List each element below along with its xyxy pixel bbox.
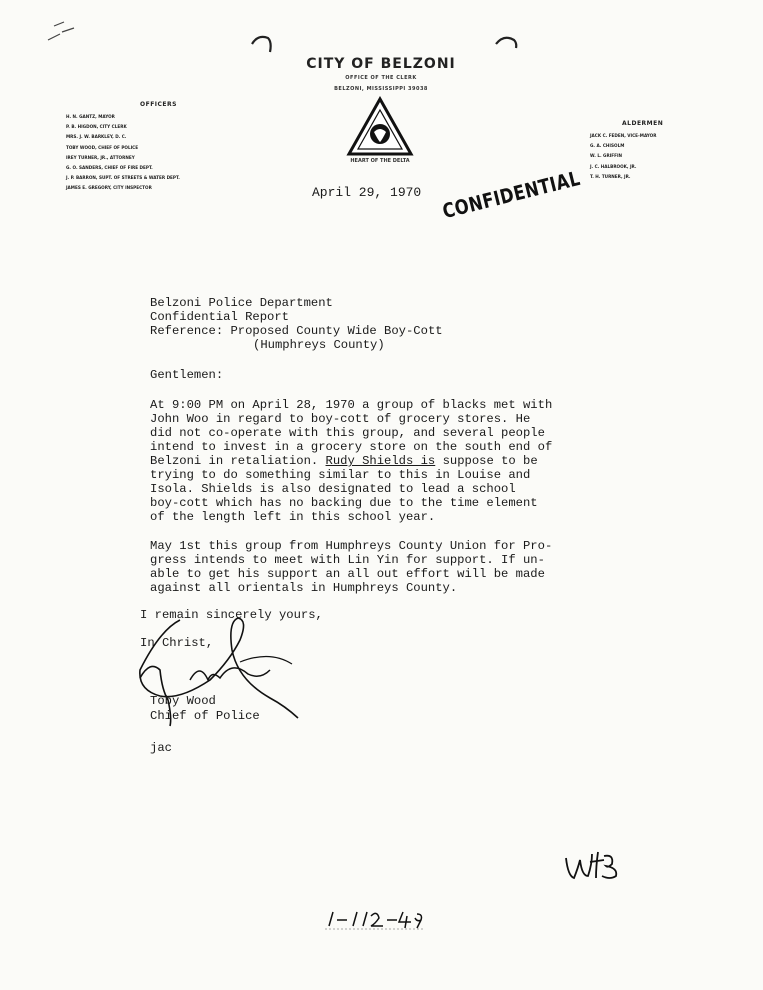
- salutation: Gentlemen:: [150, 368, 224, 382]
- letterhead-city-name: CITY OF BELZONI: [306, 56, 456, 72]
- paragraph-line: Isola. Shields is also designated to lead a school: [150, 482, 516, 496]
- letter-date: April 29, 1970: [312, 185, 422, 200]
- line-text: suppose to be: [435, 454, 538, 468]
- paragraph-line: John Woo in regard to boy-cott of grocery stores. He: [150, 412, 531, 426]
- paragraph-line: of the length left in this school year.: [150, 510, 436, 524]
- address-line: Belzoni Police Department: [150, 296, 333, 310]
- confidential-stamp: CONFIDENTIAL: [440, 165, 583, 224]
- paragraph-line: against all orientals in Humphreys County.: [150, 581, 458, 595]
- paragraph-line: [150, 454, 620, 468]
- alderman-name: JACK C. FEDEN, VICE-MAYOR: [590, 133, 657, 138]
- handwritten-file-number: [325, 908, 425, 930]
- paragraph-line: gress intends to meet with Lin Yin for support. If un-: [150, 553, 545, 567]
- underlined-name: Rudy Shields is: [325, 454, 436, 468]
- signer-title: Chief of Police: [150, 709, 260, 723]
- letterhead-address: BELZONI, MISSISSIPPI 39038: [334, 86, 428, 92]
- letterhead-office: OFFICE OF THE CLERK: [345, 75, 417, 81]
- alderman-name: J. C. HALBROOK, JR.: [590, 163, 637, 169]
- address-line: Confidential Report: [150, 310, 289, 324]
- officer-name: G. O. SANDERS, CHIEF OF FIRE DEPT.: [66, 165, 153, 171]
- alderman-name: G. A. CHISOLM: [590, 143, 625, 149]
- officer-name: TOBY WOOD, CHIEF OF POLICE: [66, 144, 139, 150]
- handwritten-initials: [562, 846, 624, 886]
- line-text: Belzoni in retaliation.: [150, 454, 326, 468]
- officers-heading: OFFICERS: [140, 101, 177, 108]
- punch-mark-left: [248, 32, 276, 54]
- paragraph-line: trying to do something similar to this in Louise and: [150, 468, 531, 482]
- reference-label: Reference:: [150, 324, 224, 338]
- officers-column: [66, 101, 246, 194]
- officer-name: MRS. J. W. BARKLEY, D. C.: [66, 134, 127, 140]
- reference-line: [150, 324, 443, 338]
- officer-name: J. P. BARRON, SUPT. OF STREETS & WATER DEPT.: [66, 175, 180, 181]
- signer-name: Toby Wood: [150, 694, 216, 708]
- typist-initials: jac: [150, 741, 172, 755]
- corner-pencil-mark: [40, 18, 100, 48]
- paragraph-1: [150, 398, 620, 524]
- paragraph-2: [150, 539, 620, 595]
- officer-name: H. N. GANTZ, MAYOR: [66, 114, 115, 119]
- paragraph-line: May 1st this group from Humphreys County Union for Pro-: [150, 539, 553, 553]
- punch-mark-right: [492, 32, 520, 54]
- reference-text: Proposed County Wide Boy-Cott: [230, 324, 443, 338]
- closing-line: In Christ,: [140, 636, 214, 650]
- officer-name: IREY TURNER, JR., ATTORNEY: [66, 154, 135, 160]
- alderman-name: W. L. GRIFFIN: [590, 153, 623, 159]
- address-block: [150, 296, 443, 352]
- officer-name: JAMES E. GREGORY, CITY INSPECTOR: [66, 185, 152, 191]
- paragraph-line: intend to invest in a grocery store on the south end of: [150, 440, 553, 454]
- aldermen-column: [590, 120, 740, 182]
- paragraph-line: boy-cott which has no backing due to the time element: [150, 496, 538, 510]
- aldermen-heading: ALDERMEN: [622, 120, 664, 127]
- paragraph-line: able to get his support an all out effort will be made: [150, 567, 545, 581]
- city-seal-icon: [346, 96, 414, 158]
- paragraph-line: At 9:00 PM on April 28, 1970 a group of blacks met with: [150, 398, 553, 412]
- paragraph-line: did not co-operate with this group, and several people: [150, 426, 545, 440]
- reference-line-2: (Humphreys County): [253, 338, 385, 352]
- seal-caption: HEART OF THE DELTA: [350, 158, 410, 164]
- officer-name: P. B. HIGDON, CITY CLERK: [66, 124, 127, 130]
- closing-line: I remain sincerely yours,: [140, 608, 323, 622]
- alderman-name: T. H. TURNER, JR.: [590, 173, 631, 179]
